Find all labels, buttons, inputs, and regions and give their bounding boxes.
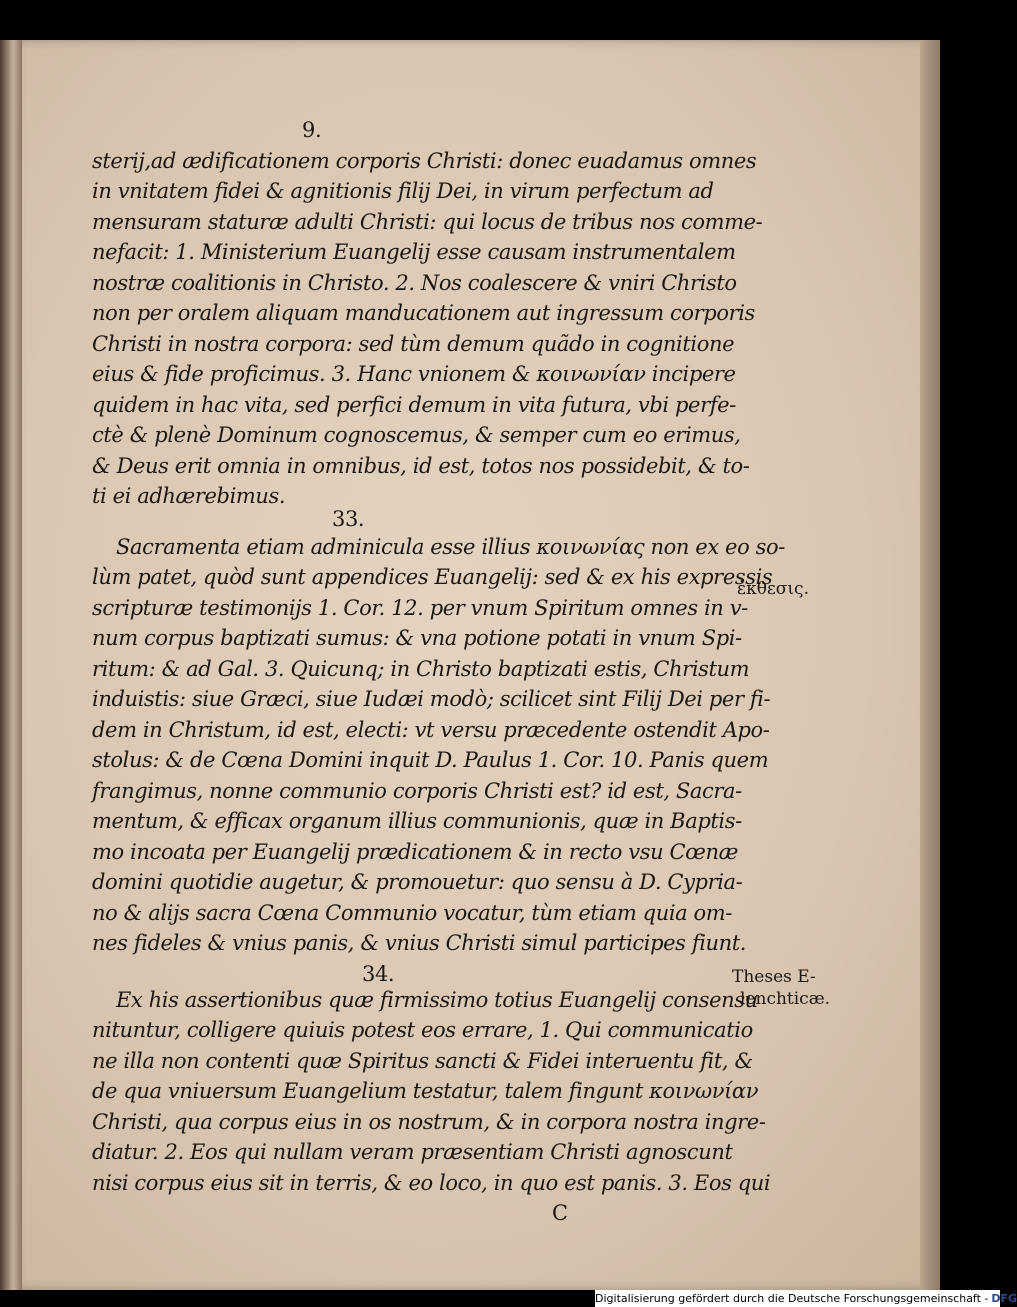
text-line: non per oralem aliquam manducationem aut ingressum corporis [92,301,755,325]
text-line: de qua vniuersum Euangelium testatur, talem fingunt κοινωνίαν [92,1079,759,1103]
text-line: diatur. 2. Eos qui nullam veram præsentiam Christi agnoscunt [92,1140,733,1164]
text-line: induistis: siue Græci, siue Iudæi modò; scilicet sint Filij Dei per fi- [92,687,771,711]
text-line: stolus: & de Cœna Domini inquit D. Paulus 1. Cor. 10. Panis quem [92,748,769,772]
text-line: mentum, & efficax organum illius communionis, quæ in Baptis- [92,809,742,833]
page-number: 9. [302,118,322,142]
text-line: nostræ coalitionis in Christo. 2. Nos coalescere & vniri Christo [92,270,737,295]
text-line: in vnitatem fidei & agnitionis filij Dei, in virum perfectum ad [92,179,714,203]
paragraph-34 [92,985,771,1199]
text-line: eius & fide proficimus. 3. Hanc vnionem & κοινωνίαν incipere [92,362,736,386]
text-line: & Deus erit omnia in omnibus, id est, totos nos possidebit, & to- [92,453,750,478]
text-line: lùm patet, quòd sunt appendices Euangelij: sed & ex his expressis [92,565,773,589]
margin-note-line: lenchticæ. [740,989,831,1009]
text-line: dem in Christum, id est, electi: vt versu præcedente ostendit Apo- [92,717,770,742]
margin-note-theses [732,966,830,1010]
text-line: Christi, qua corpus eius in os nostrum, & in corpora nostra ingre- [92,1109,766,1134]
footer-text: Digitalisierung gefördert durch die Deutsche Forschungsgemeinschaft - [595,1292,989,1305]
text-line: nes fideles & vnius panis, & vnius Christi simul participes fiunt. [92,931,747,955]
text-line: nefacit: 1. Ministerium Euangelij esse causam instrumentalem [92,240,736,264]
paragraph-32-end [92,146,763,512]
text-line: mo incoata per Euangelij prædicationem & in recto vsu Cœnæ [92,839,739,864]
text-line: nituntur, colligere quiuis potest eos errare, 1. Qui communicatio [92,1018,753,1042]
text-line: Christi in nostra corpora: sed tùm demum quãdo in cognitione [92,331,735,356]
text-line: ti ei adhærebimus. [92,484,286,508]
text-line: scripturæ testimonijs 1. Cor. 12. per vnum Spiritum omnes in v- [92,595,748,620]
text-line: no & alijs sacra Cœna Communio vocatur, tùm etiam quia om- [92,900,733,925]
margin-note-line: Theses E- [732,967,816,987]
text-line: sterij,ad ædificationem corporis Christi: donec euadamus omnes [92,148,757,173]
digitization-footer [595,1290,1017,1307]
section-number-34: 34. [362,961,395,986]
signature-mark: C [552,1201,568,1225]
text-line: num corpus baptizati sumus: & vna potione potati in vnum Spi- [92,626,742,650]
text-line: nisi corpus eius sit in terris, & eo loco, in quo est panis. 3. Eos qui [92,1170,771,1195]
previous-page-edge [0,40,22,1290]
page-edge [920,40,940,1290]
text-line: quidem in hac vita, sed perfici demum in vita futura, vbi perfe- [92,392,736,417]
margin-note-ekthesis: ἐκθεσις. [737,579,809,599]
text-line: ne illa non contenti quæ Spiritus sancti & Fidei interuentu fit, & [92,1048,753,1073]
text-line: ctè & plenè Dominum cognoscemus, & semper cum eo erimus, [92,423,741,447]
text-line: Sacramenta etiam adminicula esse illius κοινωνίας non ex eo so- [116,534,785,559]
text-line: Ex his assertionibus quæ firmissimo totius Euangelij consensu [116,987,758,1012]
section-number-33: 33. [332,506,365,531]
text-line: mensuram staturæ adulti Christi: qui locus de tribus nos comme- [92,209,763,234]
text-line: frangimus, nonne communio corporis Christi est? id est, Sacra- [92,778,742,803]
text-line: ritum: & ad Gal. 3. Quicunq; in Christo baptizati estis, Christum [92,656,750,681]
text-line: domini quotidie augetur, & promouetur: quo sensu à D. Cypria- [92,870,743,894]
dfg-logo: DFG [991,1292,1017,1305]
